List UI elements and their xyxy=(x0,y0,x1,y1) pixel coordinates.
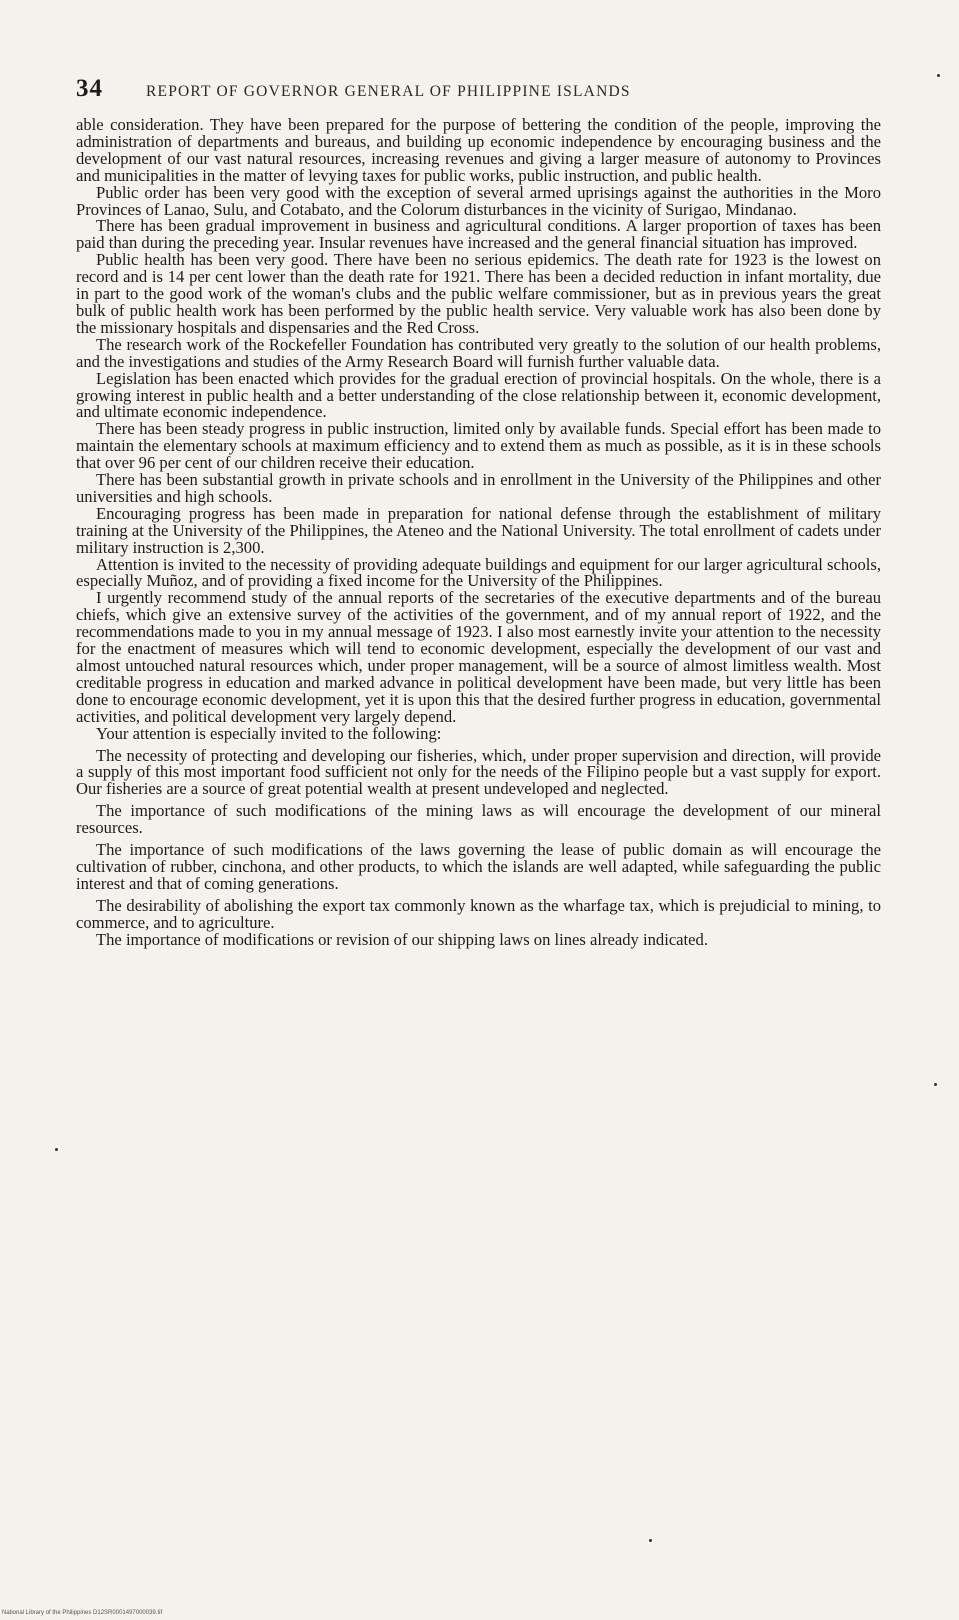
paragraph: Public health has been very good. There have been no serious epidemics. The death rate for 1923 is the lowest on record and is 14 per cent lower than the death rate for 1921. There has been a decided reduction in infant mortality, due in part to the good work of the woman's clubs and the public welfare commissioner, but as in previous years the great bulk of public health work has been performed by the public health service. Very valuable work has also been done by the missionary hospitals and dispensaries and the Red Cross. xyxy=(76,250,881,337)
page-number: 34 xyxy=(76,75,103,102)
paragraph: The importance of modifications or revision of our shipping laws on lines already indicated. xyxy=(96,929,708,949)
paragraph: Attention is invited to the necessity of providing adequate buildings and equipment for our larger agricultural schools, especially Muñoz, and of providing a fixed income for the University of the Philippines. xyxy=(76,554,881,591)
paragraph: The research work of the Rockefeller Foundation has contributed very greatly to the solution of our health problems, and the investigations and studies of the Army Research Board will furnish further valuable data. xyxy=(76,334,881,371)
paragraph: There has been steady progress in public instruction, limited only by available funds. Special effort has been made to maintain the elementary schools at maximum efficiency and to extend them as much as possible, as it is in these schools that over 96 per cent of our children receive their education. xyxy=(76,419,881,473)
paragraph: The importance of such modifications of the mining laws as will encourage the development of our mineral resources. xyxy=(76,801,881,838)
paragraph: I urgently recommend study of the annual reports of the secretaries of the executive departments and of the bureau chiefs, which give an extensive survey of the activities of the government, and of my annual report of 1922, and the recommendations made to you in my annual message of 1923. I also most earnestly invite your attention to the necessity for the enactment of measures which will tend to economic development, especially the development of our vast and almost untouched natural resources which, under proper management, will be a source of almost limitless wealth. Most creditable progress in education and marked advance in political development have been made, but very little has been done to encourage economic development, yet it is upon this that the desired further progress in education, governmental activities, and political development very largely depend. xyxy=(76,588,881,726)
page-content xyxy=(76,70,881,949)
scan-speck xyxy=(55,1148,58,1151)
paragraph: The importance of such modifications of the laws governing the lease of public domain as will encourage the cultivation of rubber, cinchona, and other products, to which the islands are well adapted, while safeguarding the public interest and that of coming generations. xyxy=(76,840,881,893)
running-head: REPORT OF GOVERNOR GENERAL OF PHILIPPINE ISLANDS xyxy=(146,83,631,100)
paragraph: There has been gradual improvement in business and agricultural conditions. A larger proportion of taxes has been paid than during the preceding year. Insular revenues have increased and the general financial situation has improved. xyxy=(76,216,881,253)
scan-speck xyxy=(937,74,940,77)
body-text xyxy=(76,117,881,949)
paragraph: The desirability of abolishing the export tax commonly known as the wharfage tax, which is prejudicial to mining, to commerce, and to agriculture. xyxy=(76,895,881,932)
paragraph: The necessity of protecting and developing our fisheries, which, under proper supervision and direction, will provide a supply of this most important food sufficient not only for the needs of the Filipino people but a vast supply for export. Our fisheries are a source of great potential wealth at present undeveloped and neglected. xyxy=(76,745,881,799)
paragraph: Public order has been very good with the exception of several armed uprisings against the authorities in the Moro Provinces of Lanao, Sulu, and Cotabato, and the Colorum disturbances in the vicinity of Surigao, Mindanao. xyxy=(76,182,881,219)
scan-speck xyxy=(649,1539,652,1542)
paragraph: Your attention is especially invited to the following: xyxy=(96,723,442,743)
scan-source-label: National Library of the Philippines D12SR0001497000039.tif xyxy=(2,1610,163,1616)
paragraph: Encouraging progress has been made in preparation for national defense through the establishment of military training at the University of the Philippines, the Ateneo and the National University. The total enrollment of cadets under military instruction is 2,300. xyxy=(76,503,881,557)
paragraph: There has been substantial growth in private schools and in enrollment in the University of the Philippines and other universities and high schools. xyxy=(76,470,881,506)
page-header xyxy=(76,75,881,103)
scan-speck xyxy=(934,1083,937,1086)
paragraph: able consideration. They have been prepared for the purpose of bettering the condition of the people, improving the administration of departments and bureaus, and building up economic independence by encouraging business and the development of our vast natural resources, increasing revenues and giving a larger measure of autonomy to Provinces and municipalities in the matter of levying taxes for public works, public instruction, and public health. xyxy=(76,115,881,185)
paragraph: Legislation has been enacted which provides for the gradual erection of provincial hospitals. On the whole, there is a growing interest in public health and a better understanding of the close relationship between it, economic development, and ultimate economic independence. xyxy=(76,368,881,422)
